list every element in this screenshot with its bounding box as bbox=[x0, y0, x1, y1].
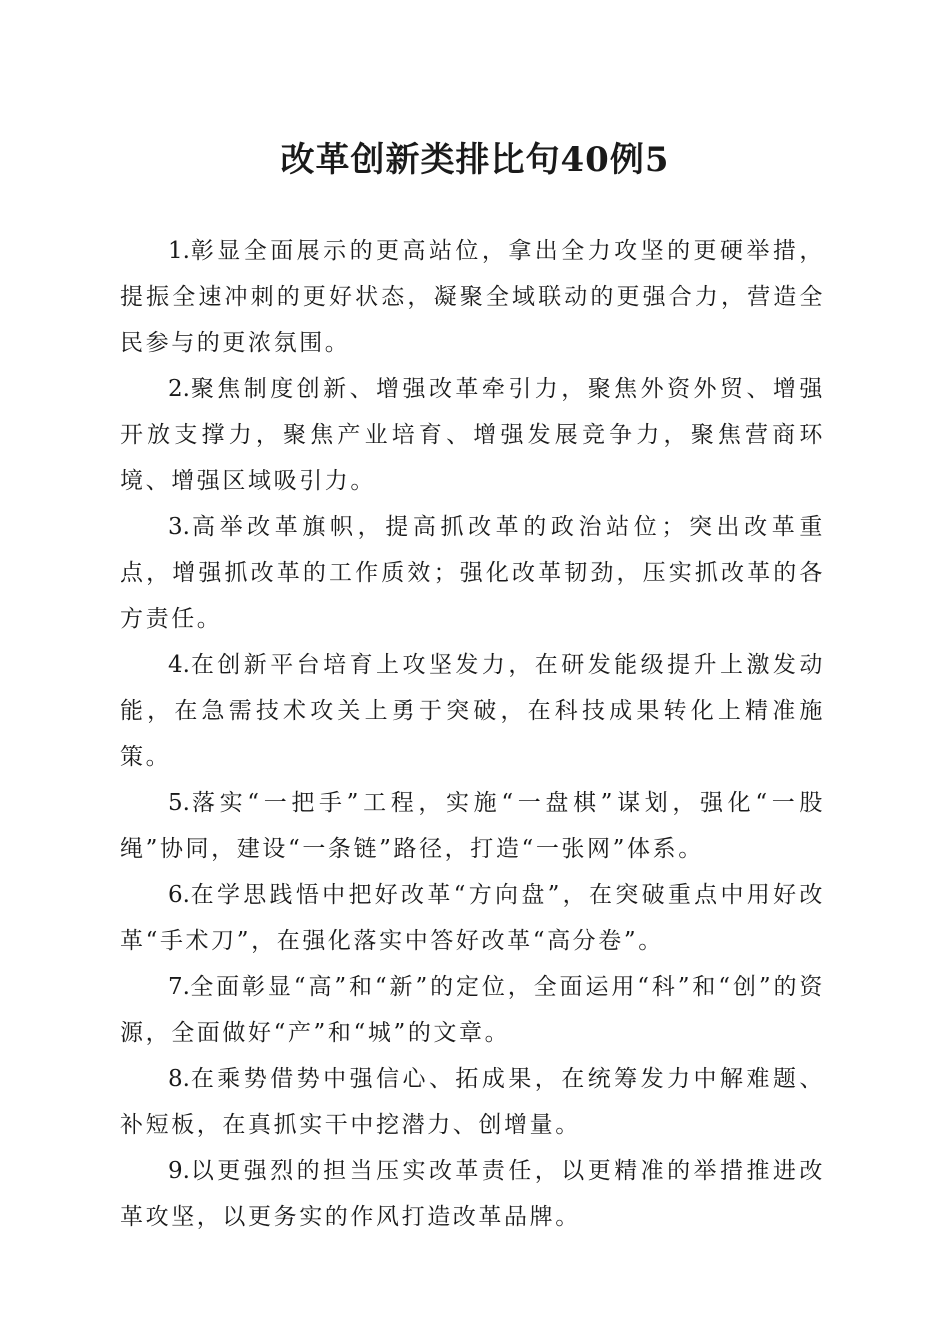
paragraph-text: 落实“一把手”工程，实施“一盘棋”谋划，强化“一股绳”协同，建设“一条链”路径，打造“一张网”体系。 bbox=[120, 790, 825, 862]
paragraph-text: 在学思践悟中把好改革“方向盘”，在突破重点中用好改革“手术刀”，在强化落实中答好改革“高分卷”。 bbox=[120, 882, 825, 954]
paragraph-number: 1. bbox=[168, 238, 190, 264]
paragraph-text: 彰显全面展示的更高站位，拿出全力攻坚的更硬举措，提振全速冲刺的更好状态，凝聚全域联动的更强合力，营造全民参与的更浓氛围。 bbox=[120, 238, 825, 356]
paragraph-5 bbox=[120, 780, 825, 872]
paragraph-text: 聚焦制度创新、增强改革牵引力，聚焦外资外贸、增强开放支撑力，聚焦产业培育、增强发展竞争力，聚焦营商环境、增强区域吸引力。 bbox=[120, 376, 825, 494]
paragraph-number: 5. bbox=[168, 790, 190, 816]
paragraph-3 bbox=[120, 504, 825, 642]
paragraph-number: 4. bbox=[168, 652, 190, 678]
paragraph-number: 8. bbox=[168, 1066, 190, 1092]
paragraph-text: 全面彰显“高”和“新”的定位，全面运用“科”和“创”的资源，全面做好“产”和“城”的文章。 bbox=[120, 974, 825, 1046]
paragraph-number: 2. bbox=[168, 376, 190, 402]
paragraph-9 bbox=[120, 1148, 825, 1240]
paragraph-2 bbox=[120, 366, 825, 504]
paragraph-text: 以更强烈的担当压实改革责任，以更精准的举措推进改革攻坚，以更务实的作风打造改革品牌。 bbox=[120, 1158, 825, 1230]
paragraph-8 bbox=[120, 1056, 825, 1148]
paragraph-text: 高举改革旗帜，提高抓改革的政治站位；突出改革重点，增强抓改革的工作质效；强化改革韧劲，压实抓改革的各方责任。 bbox=[120, 514, 825, 632]
paragraph-number: 9. bbox=[168, 1158, 190, 1184]
paragraph-number: 7. bbox=[168, 974, 190, 1000]
document-body bbox=[120, 228, 825, 1240]
paragraph-text: 在创新平台培育上攻坚发力，在研发能级提升上激发动能，在急需技术攻关上勇于突破，在科技成果转化上精准施策。 bbox=[120, 652, 825, 770]
paragraph-text: 在乘势借势中强信心、拓成果，在统筹发力中解难题、补短板，在真抓实干中挖潜力、创增量。 bbox=[120, 1066, 825, 1138]
paragraph-1 bbox=[120, 228, 825, 366]
paragraph-number: 6. bbox=[168, 882, 190, 908]
paragraph-4 bbox=[120, 642, 825, 780]
paragraph-6 bbox=[120, 872, 825, 964]
paragraph-number: 3. bbox=[168, 514, 190, 540]
paragraph-7 bbox=[120, 964, 825, 1056]
document-title: 改革创新类排比句40例5 bbox=[280, 140, 670, 180]
